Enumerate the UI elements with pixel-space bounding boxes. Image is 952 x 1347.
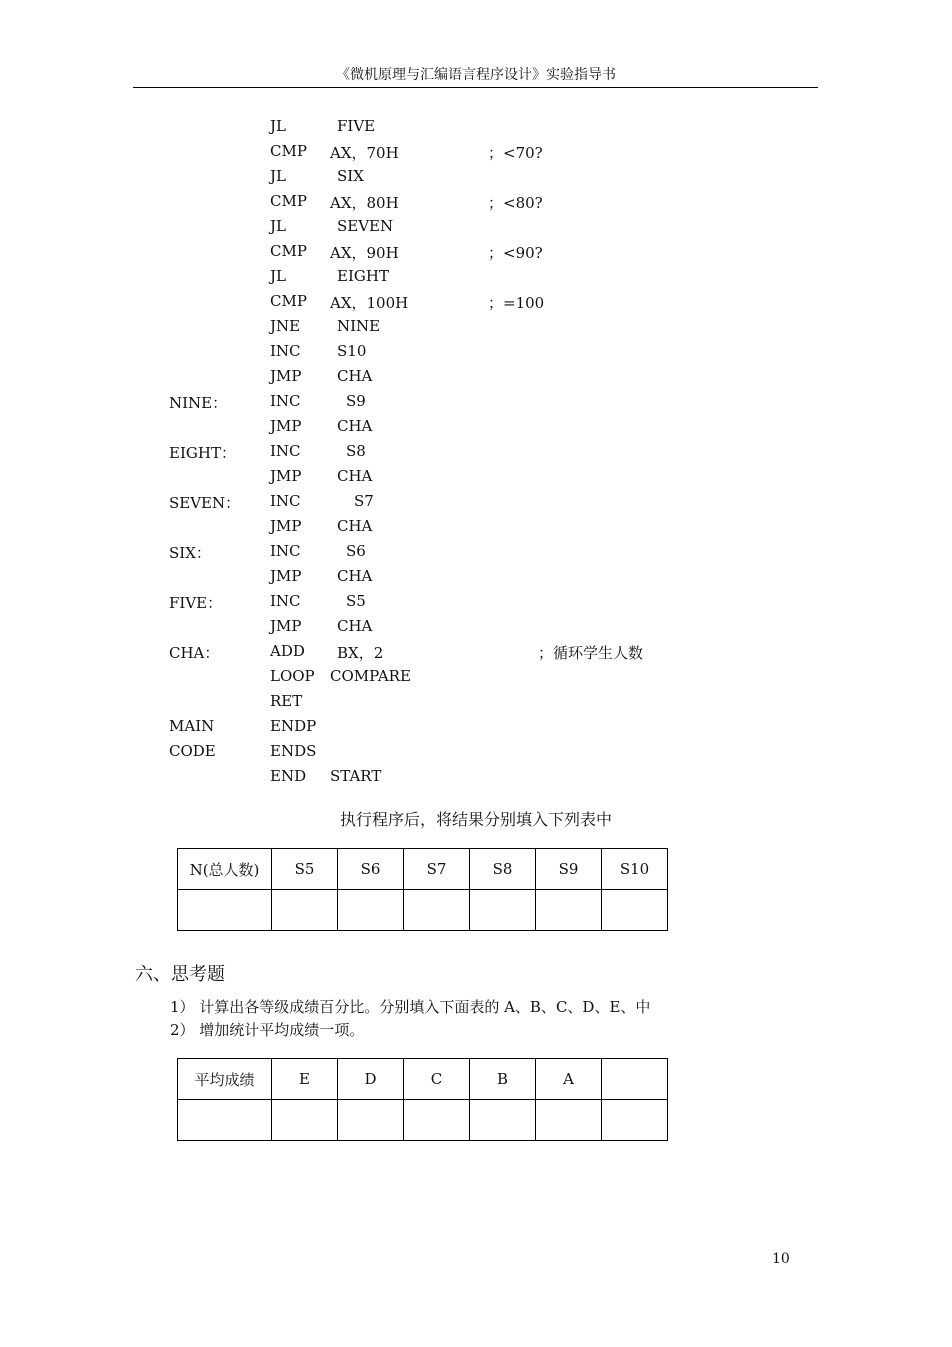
empty-cell: [536, 890, 602, 931]
page-number: 10: [772, 1251, 790, 1267]
code-label: FIVE：: [169, 594, 223, 612]
code-line: [0, 765, 952, 790]
code-operand: CHA: [337, 617, 373, 635]
code-line: [0, 515, 952, 540]
header-cell: S6: [338, 849, 404, 890]
question-item-1: 1） 计算出各等级成绩百分比。分别填入下面表的 A、B、C、D、E、中: [170, 998, 651, 1016]
code-operand: AX，70H: [330, 144, 399, 162]
code-operand: S6: [346, 542, 366, 560]
header-cell: S7: [404, 849, 470, 890]
code-line: [0, 465, 952, 490]
code-operand: AX，100H: [330, 294, 409, 312]
results-table-empty-row: [178, 890, 668, 931]
results-table: [177, 848, 668, 931]
code-operand: NINE: [337, 317, 381, 335]
code-comment: ；<80?: [488, 194, 543, 212]
page-header: 《微机原理与汇编语言程序设计》实验指导书: [336, 67, 616, 83]
code-opcode: CMP: [270, 242, 307, 260]
code-line: [0, 190, 952, 215]
code-opcode: END: [270, 767, 307, 785]
code-opcode: JNE: [270, 317, 301, 335]
header-cell: A: [536, 1059, 602, 1100]
code-label: EIGHT：: [169, 444, 236, 462]
code-line: [0, 540, 952, 565]
code-opcode: CMP: [270, 192, 307, 210]
code-line: [0, 315, 952, 340]
code-label: SEVEN：: [169, 494, 241, 512]
code-opcode: JL: [270, 217, 286, 235]
code-operand: SEVEN: [337, 217, 394, 235]
code-opcode: INC: [270, 492, 301, 510]
header-cell: S10: [602, 849, 668, 890]
code-opcode: JL: [270, 267, 286, 285]
code-line: [0, 740, 952, 765]
empty-cell: [178, 890, 272, 931]
code-comment: ；循环学生人数: [538, 644, 644, 662]
grade-table-header-row: [178, 1059, 668, 1100]
code-operand: AX，90H: [330, 244, 399, 262]
code-operand: START: [330, 767, 382, 785]
empty-cell: [338, 1100, 404, 1141]
empty-cell: [470, 1100, 536, 1141]
header-cell: C: [404, 1059, 470, 1100]
header-cell: 平均成绩: [178, 1059, 272, 1100]
empty-cell: [272, 1100, 338, 1141]
header-cell: S9: [536, 849, 602, 890]
header-cell: E: [272, 1059, 338, 1100]
question-item-2: 2） 增加统计平均成绩一项。: [170, 1021, 365, 1039]
code-line: [0, 240, 952, 265]
empty-cell: [602, 890, 668, 931]
code-line: [0, 140, 952, 165]
header-cell: N(总人数): [178, 849, 272, 890]
code-line: [0, 415, 952, 440]
code-opcode: RET: [270, 692, 303, 710]
code-line: [0, 390, 952, 415]
code-opcode: JMP: [270, 517, 302, 535]
code-opcode: JMP: [270, 567, 302, 585]
grade-percentage-table: [177, 1058, 668, 1141]
code-operand: CHA: [337, 517, 373, 535]
code-opcode: JL: [270, 167, 286, 185]
code-comment: ；<70?: [488, 144, 543, 162]
section-title: 六、思考题: [135, 964, 225, 985]
code-opcode: CMP: [270, 292, 307, 310]
header-rule: [133, 87, 818, 88]
code-line: [0, 115, 952, 140]
code-line: [0, 440, 952, 465]
code-line: [0, 565, 952, 590]
code-operand: S5: [346, 592, 366, 610]
code-line: [0, 615, 952, 640]
code-comment: ；=100: [488, 294, 545, 312]
empty-cell: [404, 1100, 470, 1141]
code-opcode: JMP: [270, 367, 302, 385]
code-opcode: CMP: [270, 142, 307, 160]
code-operand: S9: [346, 392, 366, 410]
header-cell: [602, 1059, 668, 1100]
code-line: [0, 640, 952, 665]
code-opcode: ENDP: [270, 717, 317, 735]
empty-cell: [178, 1100, 272, 1141]
code-label: CODE: [169, 742, 216, 760]
code-operand: CHA: [337, 467, 373, 485]
code-label: CHA：: [169, 644, 220, 662]
header-cell: B: [470, 1059, 536, 1100]
empty-cell: [272, 890, 338, 931]
header-cell: S8: [470, 849, 536, 890]
assembly-code-listing: [0, 115, 952, 790]
code-line: [0, 215, 952, 240]
code-opcode: INC: [270, 342, 301, 360]
empty-cell: [536, 1100, 602, 1141]
table-caption: 执行程序后，将结果分别填入下列表中: [339, 810, 612, 829]
code-operand: COMPARE: [330, 667, 411, 685]
code-line: [0, 165, 952, 190]
code-operand: S8: [346, 442, 366, 460]
code-line: [0, 365, 952, 390]
code-operand: SIX: [337, 167, 364, 185]
results-table-header-row: [178, 849, 668, 890]
code-comment: ；<90?: [488, 244, 543, 262]
code-label: SIX：: [169, 544, 211, 562]
code-line: [0, 590, 952, 615]
code-opcode: INC: [270, 592, 301, 610]
header-cell: D: [338, 1059, 404, 1100]
empty-cell: [602, 1100, 668, 1141]
code-opcode: INC: [270, 392, 301, 410]
header-cell: S5: [272, 849, 338, 890]
code-operand: BX，2: [337, 644, 384, 662]
code-operand: AX，80H: [330, 194, 399, 212]
code-opcode: LOOP: [270, 667, 315, 685]
code-opcode: JMP: [270, 467, 302, 485]
code-operand: CHA: [337, 367, 373, 385]
code-line: [0, 290, 952, 315]
code-opcode: INC: [270, 542, 301, 560]
empty-cell: [470, 890, 536, 931]
code-opcode: INC: [270, 442, 301, 460]
grade-table-empty-row: [178, 1100, 668, 1141]
code-line: [0, 340, 952, 365]
code-line: [0, 490, 952, 515]
code-operand: S10: [337, 342, 367, 360]
code-line: [0, 265, 952, 290]
code-line: [0, 715, 952, 740]
code-label: NINE：: [169, 394, 228, 412]
empty-cell: [404, 890, 470, 931]
code-opcode: JL: [270, 117, 286, 135]
code-opcode: JMP: [270, 417, 302, 435]
code-line: [0, 690, 952, 715]
code-opcode: ENDS: [270, 742, 317, 760]
code-opcode: JMP: [270, 617, 302, 635]
code-line: [0, 665, 952, 690]
code-operand: CHA: [337, 417, 373, 435]
code-opcode: ADD: [270, 642, 305, 660]
code-operand: EIGHT: [337, 267, 389, 285]
code-operand: FIVE: [337, 117, 376, 135]
empty-cell: [338, 890, 404, 931]
code-operand: S7: [354, 492, 374, 510]
code-label: MAIN: [169, 717, 215, 735]
code-operand: CHA: [337, 567, 373, 585]
